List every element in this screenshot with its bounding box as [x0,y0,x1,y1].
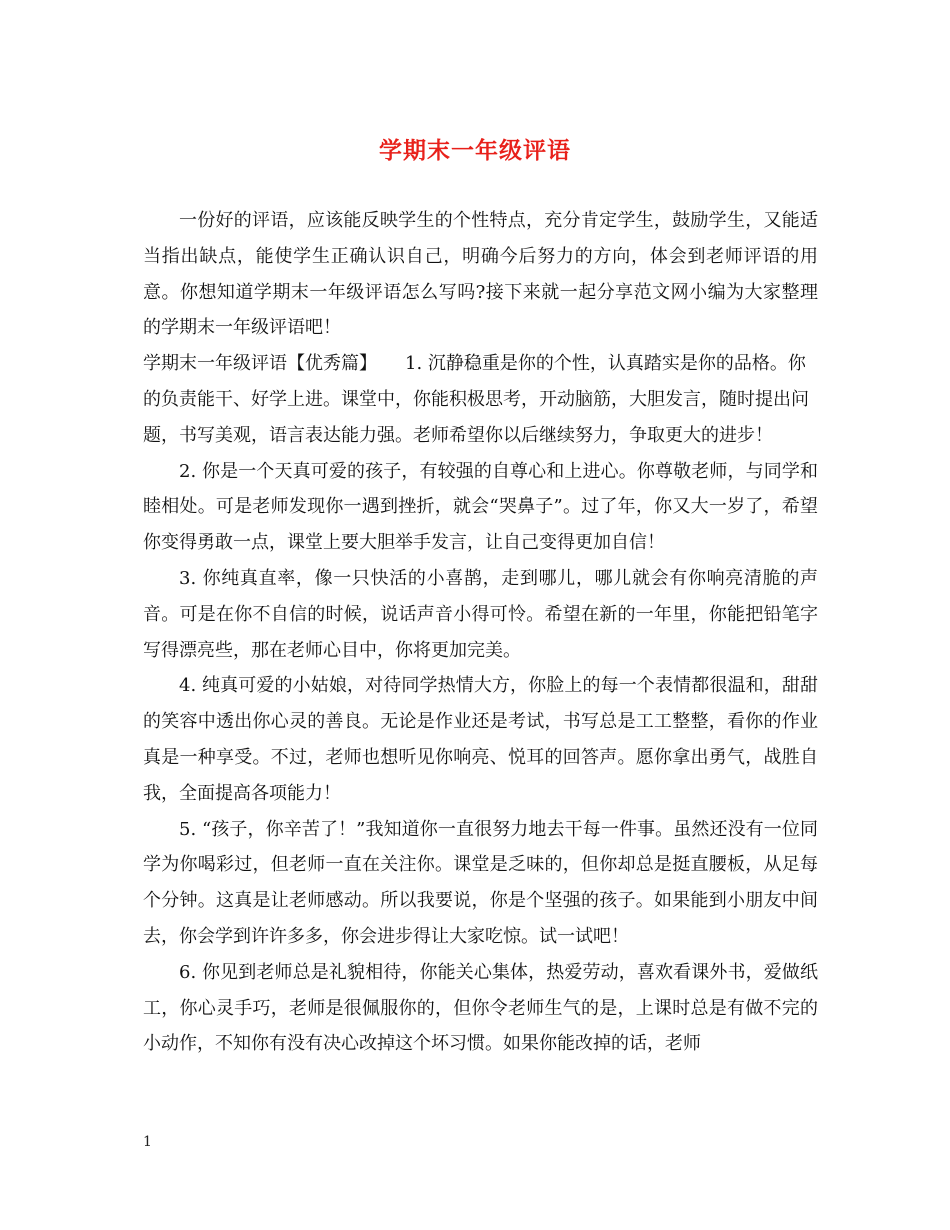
comment-item-1: 1. 沉静稳重是你的个性，认真踏实是你的品格。你的负责能干、好学上进。课堂中，你能积极思考，开动脑筋，大胆发言，随时提出问题，书写美观，语言表达能力强。老师希望你以后继续努力，争取更大的进步！ [143,353,809,446]
page-title: 学期末一年级评语 [379,137,571,164]
comment-item-6: 6. 你见到老师总是礼貌相待，你能关心集体，热爱劳动，喜欢看课外书，爱做纸工，你心灵手巧，老师是很佩服你的，但你令老师生气的是，上课时总是有做不完的小动作，不知你有没有决心改掉这个坏习惯。如果你能改掉的话，老师 [143,961,818,1055]
comment-item-3: 3. 你纯真直率，像一只快活的小喜鹊，走到哪儿，哪儿就会有你响亮清脆的声音。可是在你不自信的时候，说话声音小得可怜。希望在新的一年里，你能把铅笔字写得漂亮些，那在老师心目中，你将更加完美。 [143,567,818,661]
intro-paragraph: 一份好的评语，应该能反映学生的个性特点，充分肯定学生，鼓励学生，又能适当指出缺点，能使学生正确认识自己，明确今后努力的方向，体会到老师评语的用意。你想知道学期末一年级评语怎么写吗?接下来就一起分享范文网小编为大家整理的学期末一年级评语吧！ [143,210,818,339]
section-heading: 学期末一年级评语【优秀篇】 [143,353,377,375]
comment-item-4: 4. 纯真可爱的小姑娘，对待同学热情大方，你脸上的每一个表情都很温和，甜甜的笑容中透出你心灵的善良。无论是作业还是考试，书写总是工工整整，看你的作业真是一种享受。不过，老师也想听见你响亮、悦耳的回答声。愿你拿出勇气，战胜自我，全面提高各项能力！ [143,675,818,804]
comment-item-5: 5. “孩子，你辛苦了！”我知道你一直很努力地去干每一件事。虽然还没有一位同学为你喝彩过，但老师一直在关注你。课堂是乏味的，但你却总是挺直腰板，从足每个分钟。这真是让老师感动。所以我要说，你是个坚强的孩子。如果能到小朋友中间去，你会学到许许多多，你会进步得让大家吃惊。试一试吧！ [143,818,818,947]
page-number: 1 [143,1134,152,1150]
document-body [143,203,818,1062]
comment-item-2: 2. 你是一个天真可爱的孩子，有较强的自尊心和上进心。你尊敬老师，与同学和睦相处。可是老师发现你一遇到挫折，就会“哭鼻子”。过了年，你又大一岁了，希望你变得勇敢一点，课堂上要大胆举手发言，让自己变得更加自信！ [143,460,818,554]
section-heading-line [143,346,818,453]
